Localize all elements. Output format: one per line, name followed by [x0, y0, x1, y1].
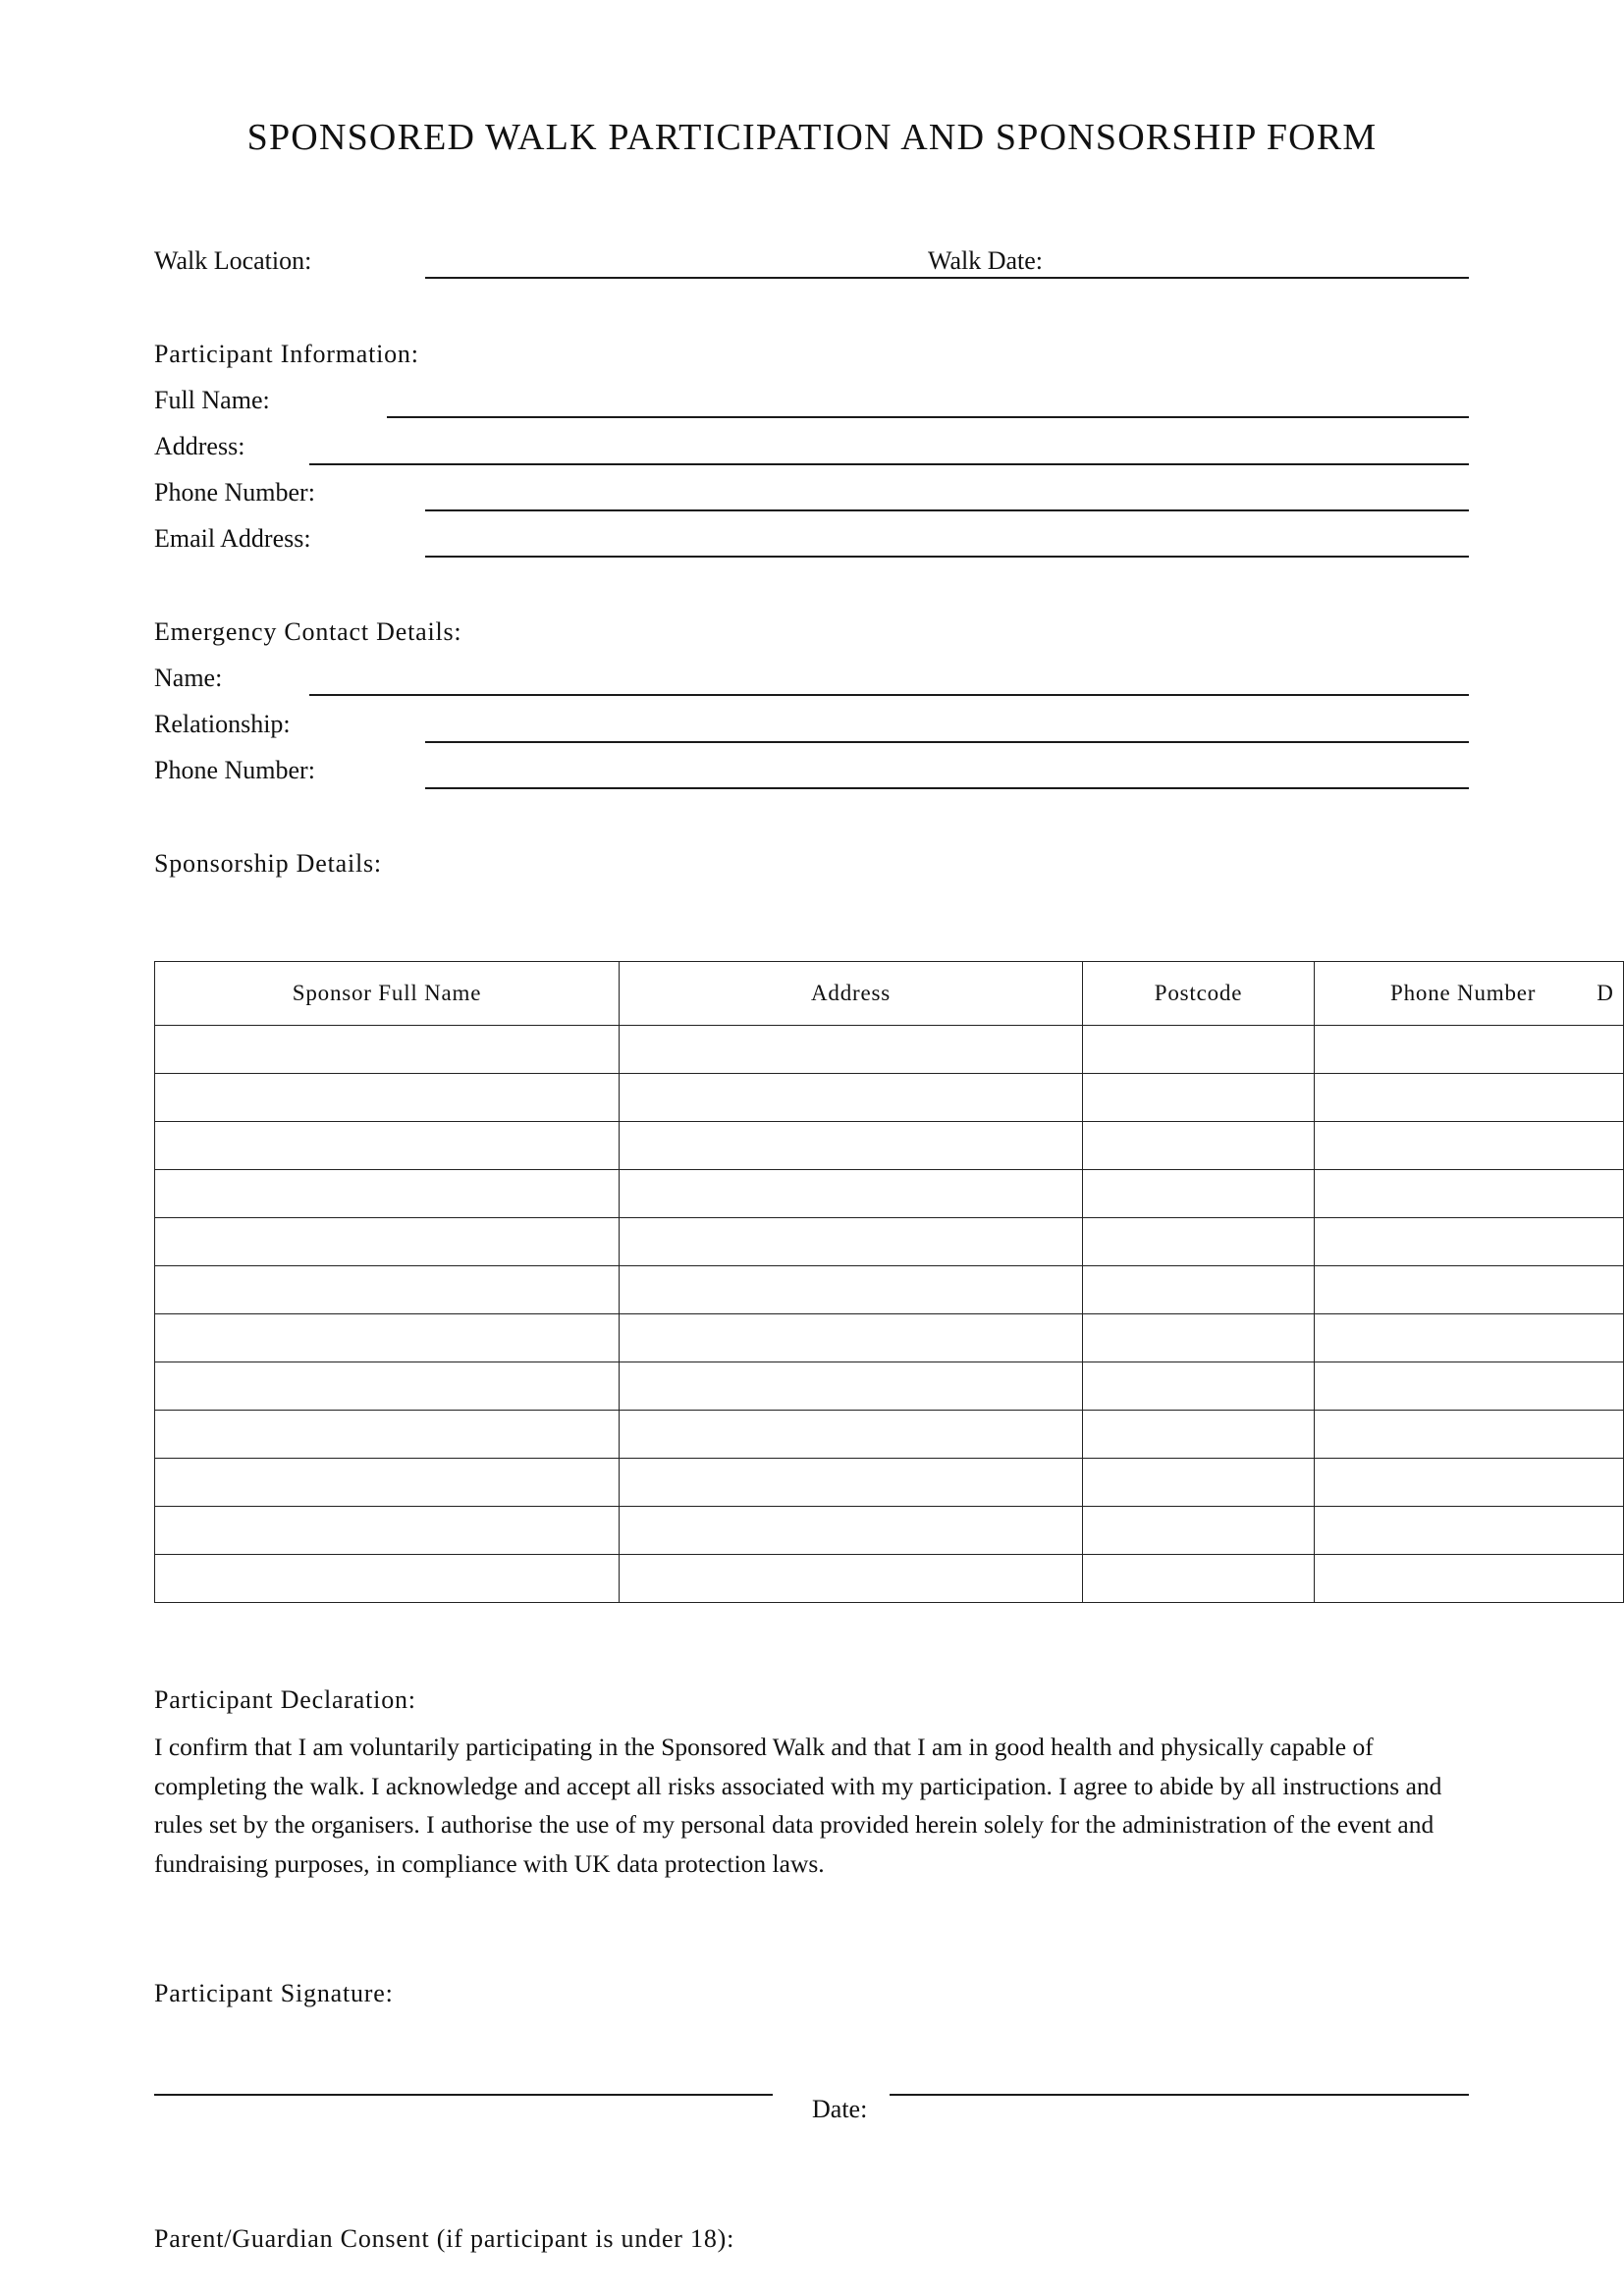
cell-address[interactable] — [620, 1266, 1083, 1314]
participant-signature-heading: Participant Signature: — [154, 1979, 394, 2007]
address-line — [309, 463, 1469, 465]
table-row — [155, 1266, 1624, 1314]
cell-phone-number[interactable] — [1315, 1459, 1624, 1507]
cell-phone-number[interactable] — [1315, 1170, 1624, 1218]
cell-address[interactable] — [620, 1170, 1083, 1218]
cell-postcode[interactable] — [1083, 1122, 1315, 1170]
column-header-address: Address — [620, 962, 1083, 1026]
cell-postcode[interactable] — [1083, 1218, 1315, 1266]
cell-postcode[interactable] — [1083, 1266, 1315, 1314]
emergency-name-line — [309, 694, 1469, 696]
cell-sponsor-full-name[interactable] — [155, 1555, 620, 1603]
table-row — [155, 1026, 1624, 1074]
email-address-line — [425, 556, 1469, 558]
sponsorship-table-body — [155, 1026, 1624, 1603]
sponsorship-details-heading: Sponsorship Details: — [154, 849, 382, 878]
cell-phone-number[interactable] — [1315, 1507, 1624, 1555]
declaration-text: I confirm that I am voluntarily participating in the Sponsored Walk and that I am in good health and physically capable of completing the walk. I acknowledge and accept all risks associated with my participation. I agree to abide by all instructions and rules set by the organisers. I authorise the use of my personal data provided herein solely for the administration of the event and fundraising purposes, in compliance with UK data protection laws. — [154, 1733, 1442, 1878]
cell-postcode[interactable] — [1083, 1074, 1315, 1122]
cell-address[interactable] — [620, 1314, 1083, 1362]
cell-phone-number[interactable] — [1315, 1074, 1624, 1122]
table-row — [155, 1074, 1624, 1122]
cell-address[interactable] — [620, 1459, 1083, 1507]
cell-sponsor-full-name[interactable] — [155, 1362, 620, 1411]
emergency-phone-line — [425, 787, 1469, 789]
declaration-heading: Participant Declaration: — [154, 1685, 416, 1714]
signature-line[interactable] — [154, 2094, 773, 2096]
participant-info-heading: Participant Information: — [154, 340, 419, 368]
cell-sponsor-full-name[interactable] — [155, 1459, 620, 1507]
relationship-label: Relationship: — [154, 710, 291, 738]
table-row — [155, 1170, 1624, 1218]
cell-address[interactable] — [620, 1507, 1083, 1555]
form-title: SPONSORED WALK PARTICIPATION AND SPONSORSHIP FORM — [246, 117, 1378, 158]
emergency-name-label: Name: — [154, 664, 223, 692]
table-row — [155, 1218, 1624, 1266]
column-header-d: D — [1597, 981, 1614, 1005]
cell-address[interactable] — [620, 1074, 1083, 1122]
parent-guardian-consent-heading: Parent/Guardian Consent (if participant is under 18): — [154, 2224, 735, 2253]
cell-sponsor-full-name[interactable] — [155, 1074, 620, 1122]
column-header-phone-number-label: Phone Number — [1390, 981, 1537, 1005]
table-row — [155, 1122, 1624, 1170]
full-name-label: Full Name: — [154, 386, 270, 414]
signature-date-line[interactable] — [890, 2094, 1469, 2096]
cell-sponsor-full-name[interactable] — [155, 1411, 620, 1459]
walk-location-line — [425, 277, 1469, 279]
cell-phone-number[interactable] — [1315, 1314, 1624, 1362]
cell-postcode[interactable] — [1083, 1507, 1315, 1555]
cell-address[interactable] — [620, 1362, 1083, 1411]
cell-phone-number[interactable] — [1315, 1362, 1624, 1411]
cell-sponsor-full-name[interactable] — [155, 1266, 620, 1314]
cell-sponsor-full-name[interactable] — [155, 1507, 620, 1555]
column-header-postcode: Postcode — [1083, 962, 1315, 1026]
signature-date-label: Date: — [812, 2095, 868, 2123]
column-header-sponsor-full-name: Sponsor Full Name — [155, 962, 620, 1026]
phone-number-line — [425, 509, 1469, 511]
cell-phone-number[interactable] — [1315, 1026, 1624, 1074]
email-address-label: Email Address: — [154, 524, 311, 553]
cell-phone-number[interactable] — [1315, 1411, 1624, 1459]
sponsorship-header-row — [155, 962, 1624, 1026]
cell-postcode[interactable] — [1083, 1411, 1315, 1459]
cell-address[interactable] — [620, 1026, 1083, 1074]
cell-sponsor-full-name[interactable] — [155, 1026, 620, 1074]
table-row — [155, 1555, 1624, 1603]
cell-sponsor-full-name[interactable] — [155, 1314, 620, 1362]
table-row — [155, 1411, 1624, 1459]
walk-location-label: Walk Location: — [154, 246, 312, 275]
cell-postcode[interactable] — [1083, 1170, 1315, 1218]
table-row — [155, 1362, 1624, 1411]
cell-postcode[interactable] — [1083, 1362, 1315, 1411]
cell-phone-number[interactable] — [1315, 1122, 1624, 1170]
cell-phone-number[interactable] — [1315, 1218, 1624, 1266]
address-label: Address: — [154, 432, 245, 460]
cell-address[interactable] — [620, 1122, 1083, 1170]
phone-number-label: Phone Number: — [154, 478, 315, 507]
cell-sponsor-full-name[interactable] — [155, 1122, 620, 1170]
cell-postcode[interactable] — [1083, 1555, 1315, 1603]
sponsorship-table — [154, 961, 1624, 1603]
table-row — [155, 1314, 1624, 1362]
cell-phone-number[interactable] — [1315, 1555, 1624, 1603]
emergency-phone-label: Phone Number: — [154, 756, 315, 784]
relationship-line — [425, 741, 1469, 743]
cell-address[interactable] — [620, 1411, 1083, 1459]
cell-postcode[interactable] — [1083, 1459, 1315, 1507]
cell-address[interactable] — [620, 1218, 1083, 1266]
table-row — [155, 1459, 1624, 1507]
walk-date-label: Walk Date: — [928, 246, 1044, 275]
cell-phone-number[interactable] — [1315, 1266, 1624, 1314]
cell-sponsor-full-name[interactable] — [155, 1170, 620, 1218]
full-name-line — [387, 416, 1469, 418]
emergency-contact-heading: Emergency Contact Details: — [154, 617, 462, 646]
table-row — [155, 1507, 1624, 1555]
cell-address[interactable] — [620, 1555, 1083, 1603]
cell-postcode[interactable] — [1083, 1026, 1315, 1074]
cell-sponsor-full-name[interactable] — [155, 1218, 620, 1266]
cell-postcode[interactable] — [1083, 1314, 1315, 1362]
column-header-phone-number — [1315, 962, 1624, 1026]
